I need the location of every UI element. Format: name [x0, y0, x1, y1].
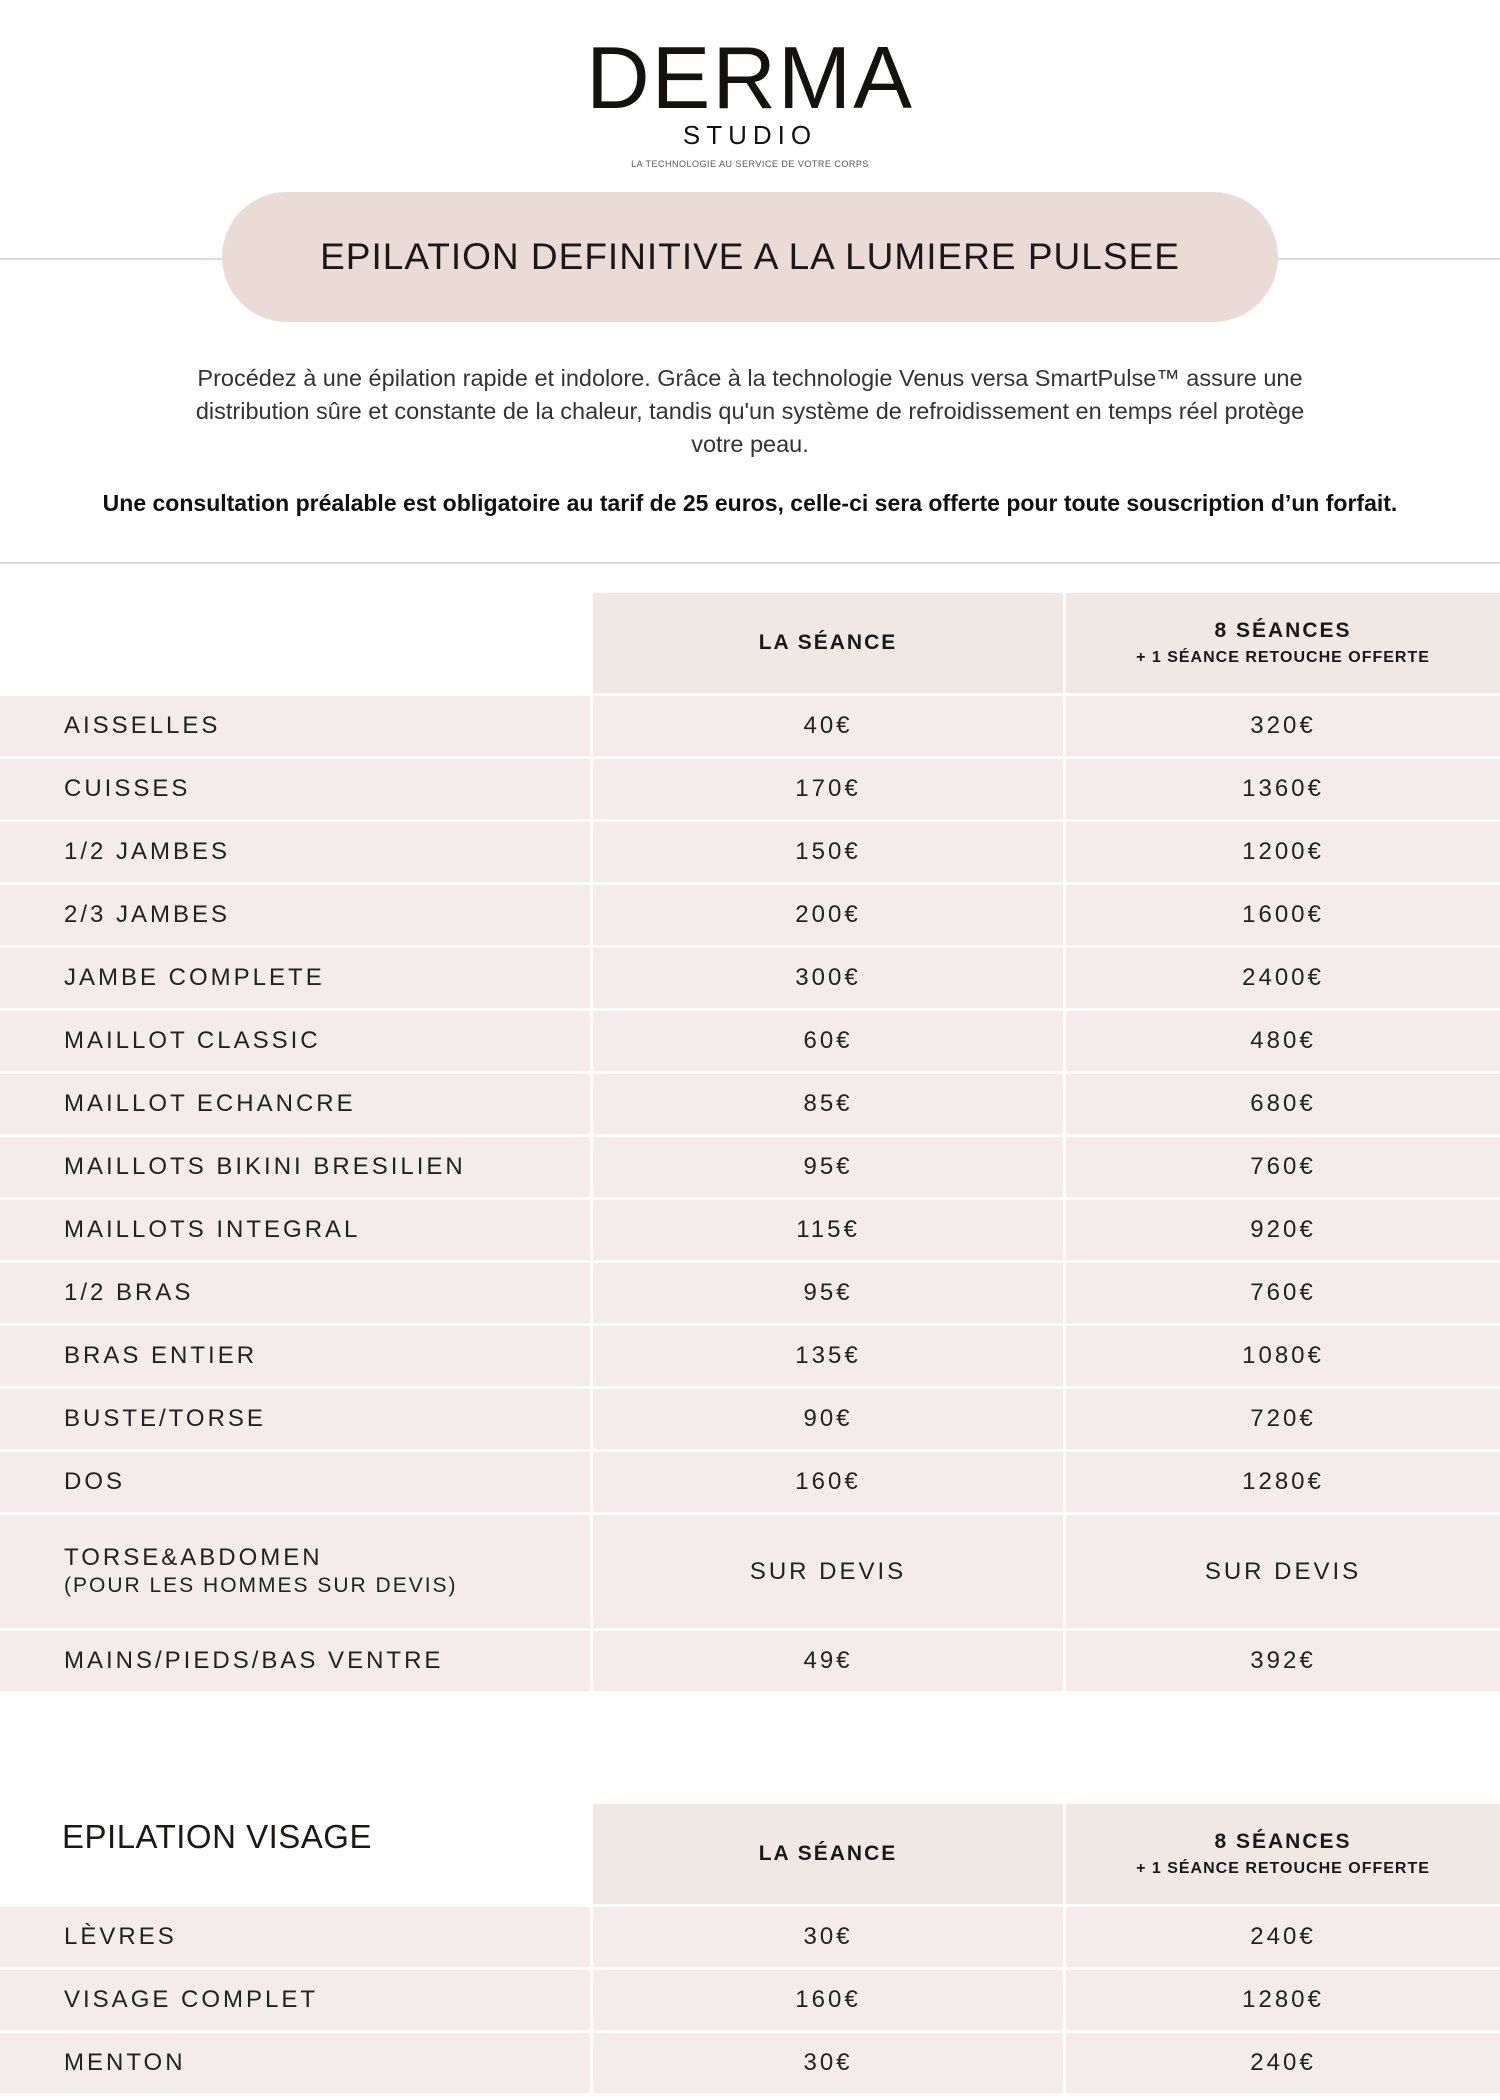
table-row [0, 696, 1500, 756]
cell-zone [0, 1970, 590, 2030]
table-row [0, 759, 1500, 819]
single-price: 95€ [803, 1153, 853, 1180]
header-label: 8 SÉANCES [1214, 619, 1352, 642]
package-price: 1080€ [1242, 1342, 1324, 1369]
header-sublabel: + 1 SÉANCE RETOUCHE OFFERTE [1136, 1860, 1430, 1877]
package-price: 680€ [1250, 1090, 1316, 1117]
cell-single-price [593, 1074, 1063, 1134]
title-banner [222, 192, 1278, 322]
single-price: 30€ [803, 1923, 853, 1950]
logo-studio: STUDIO [682, 120, 818, 150]
cell-single-price [593, 1326, 1063, 1386]
cell-single-price [593, 885, 1063, 945]
cell-single-price [593, 1907, 1063, 1967]
row-label: JAMBE COMPLETE [64, 964, 325, 991]
cell-package-price [1066, 1389, 1500, 1449]
cell-zone [0, 1452, 590, 1512]
row-label: MAILLOTS INTEGRAL [64, 1216, 361, 1243]
single-price: 200€ [795, 901, 861, 928]
table-row [0, 822, 1500, 882]
package-price: 760€ [1250, 1153, 1316, 1180]
cell-zone [0, 885, 590, 945]
cell-single-price [593, 822, 1063, 882]
package-price: 480€ [1250, 1027, 1316, 1054]
row-label: VISAGE COMPLET [64, 1986, 319, 2013]
cell-package-price [1066, 822, 1500, 882]
cell-single-price [593, 948, 1063, 1008]
brand-logo [0, 28, 1500, 169]
row-label: CUISSES [64, 775, 191, 802]
header-label: LA SÉANCE [758, 631, 898, 654]
row-sublabel: (POUR LES HOMMES SUR DEVIS) [64, 1573, 458, 1597]
row-label: LÈVRES [64, 1923, 177, 1950]
row-label: 1/2 JAMBES [64, 838, 231, 865]
cell-single-price [593, 1011, 1063, 1071]
cell-zone [0, 1907, 590, 1967]
table-row [0, 1389, 1500, 1449]
cell-package-price [1066, 1970, 1500, 2030]
package-price: 1600€ [1242, 901, 1324, 928]
cell-single-price [593, 1452, 1063, 1512]
package-price: 1280€ [1242, 1468, 1324, 1495]
cell-zone [0, 1631, 590, 1691]
table-row [0, 1200, 1500, 1260]
single-price: 90€ [803, 1405, 853, 1432]
cell-package-price [1066, 1200, 1500, 1260]
package-price: 240€ [1250, 2049, 1316, 2076]
cell-single-price [593, 1200, 1063, 1260]
table-row [0, 1326, 1500, 1386]
row-label: MAILLOT CLASSIC [64, 1027, 321, 1054]
package-price: 320€ [1250, 712, 1316, 739]
divider [0, 562, 1500, 564]
header-single-session [593, 1804, 1063, 1904]
cell-zone [0, 1074, 590, 1134]
single-price: 40€ [803, 712, 853, 739]
cell-single-price [593, 1515, 1063, 1628]
table-row [0, 1631, 1500, 1691]
table-row [0, 948, 1500, 1008]
cell-single-price [593, 1631, 1063, 1691]
cell-package-price [1066, 1631, 1500, 1691]
table-row [0, 1970, 1500, 2030]
table-row [0, 1137, 1500, 1197]
page-title: EPILATION DEFINITIVE A LA LUMIERE PULSEE [320, 236, 1180, 277]
package-price: 1360€ [1242, 775, 1324, 802]
cell-zone [0, 948, 590, 1008]
cell-single-price [593, 696, 1063, 756]
single-price: 160€ [795, 1468, 861, 1495]
single-price: 170€ [795, 775, 861, 802]
package-price: 2400€ [1242, 964, 1324, 991]
single-price: 85€ [803, 1090, 853, 1117]
cell-zone [0, 1200, 590, 1260]
table-row [0, 1907, 1500, 1967]
header-package [1066, 593, 1500, 693]
table-row [0, 1263, 1500, 1323]
section-title: EPILATION VISAGE [62, 1818, 372, 1855]
cell-zone [0, 1137, 590, 1197]
row-label: BRAS ENTIER [64, 1342, 258, 1369]
single-price: 135€ [795, 1342, 861, 1369]
table-header [0, 593, 1500, 693]
single-price: 160€ [795, 1986, 861, 2013]
cell-single-price [593, 759, 1063, 819]
table-row [0, 1452, 1500, 1512]
row-label: 2/3 JAMBES [64, 901, 231, 928]
body-price-table [0, 593, 1500, 1691]
single-price: 49€ [803, 1647, 853, 1674]
cell-package-price [1066, 1452, 1500, 1512]
row-label: 1/2 BRAS [64, 1279, 194, 1306]
package-price: 392€ [1250, 1647, 1316, 1674]
cell-zone [0, 1011, 590, 1071]
single-price: 150€ [795, 838, 861, 865]
cell-single-price [593, 1137, 1063, 1197]
cell-package-price [1066, 759, 1500, 819]
row-label: MENTON [64, 2049, 186, 2076]
cell-package-price [1066, 1326, 1500, 1386]
single-price: 115€ [796, 1216, 860, 1243]
cell-package-price [1066, 696, 1500, 756]
cell-zone [0, 822, 590, 882]
cell-zone [0, 759, 590, 819]
package-price: 920€ [1250, 1216, 1316, 1243]
cell-zone [0, 1389, 590, 1449]
cell-single-price [593, 1970, 1063, 2030]
row-label: MAINS/PIEDS/BAS VENTRE [64, 1647, 444, 1674]
cell-package-price [1066, 1011, 1500, 1071]
header-sublabel: + 1 SÉANCE RETOUCHE OFFERTE [1136, 649, 1430, 666]
cell-single-price [593, 1389, 1063, 1449]
package-price: 240€ [1250, 1923, 1316, 1950]
cell-package-price [1066, 1137, 1500, 1197]
header-label: 8 SÉANCES [1214, 1830, 1352, 1853]
cell-zone [0, 696, 590, 756]
table-row [0, 1515, 1500, 1628]
cell-package-price [1066, 1515, 1500, 1628]
cell-package-price [1066, 2033, 1500, 2093]
cell-single-price [593, 2033, 1063, 2093]
cell-zone [0, 1326, 590, 1386]
logo-tagline: LA TECHNOLOGIE AU SERVICE DE VOTRE CORPS [631, 159, 869, 169]
row-label: MAILLOT ECHANCRE [64, 1090, 356, 1117]
row-label: TORSE&ABDOMEN [64, 1543, 323, 1571]
package-price: 1280€ [1242, 1986, 1324, 2013]
cell-package-price [1066, 1907, 1500, 1967]
consultation-note: Une consultation préalable est obligatoire au tarif de 25 euros, celle-ci sera offerte pour toute souscription d’un forfait. [102, 490, 1398, 516]
cell-single-price [593, 1263, 1063, 1323]
row-label: BUSTE/TORSE [64, 1405, 266, 1432]
table-header [0, 1804, 1500, 1904]
single-price: 30€ [803, 2049, 853, 2076]
header-package [1066, 1804, 1500, 1904]
cell-package-price [1066, 948, 1500, 1008]
table-row [0, 1074, 1500, 1134]
single-price: 300€ [795, 964, 861, 991]
package-price: SUR DEVIS [1204, 1557, 1362, 1585]
row-label: MAILLOTS BIKINI BRESILIEN [64, 1153, 466, 1180]
cell-package-price [1066, 1074, 1500, 1134]
single-price: SUR DEVIS [749, 1557, 907, 1585]
logo-name: DERMA [586, 28, 914, 127]
intro-text: Procédez à une épilation rapide et indolore. Grâce à la technologie Venus versa SmartPulse™ assure une distribution sûre et constante de la chaleur, tandis qu'un système de refroidissement en temps réel protège votre peau. [195, 365, 1305, 457]
face-price-table [0, 1804, 1500, 2093]
table-row [0, 885, 1500, 945]
cell-zone [0, 2033, 590, 2093]
row-label: DOS [64, 1468, 126, 1495]
single-price: 95€ [803, 1279, 853, 1306]
cell-zone [0, 1263, 590, 1323]
cell-package-price [1066, 1263, 1500, 1323]
header-label: LA SÉANCE [758, 1842, 898, 1865]
cell-package-price [1066, 885, 1500, 945]
cell-zone [0, 1515, 590, 1628]
single-price: 60€ [803, 1027, 853, 1054]
package-price: 720€ [1250, 1405, 1316, 1432]
table-row [0, 2033, 1500, 2093]
table-row [0, 1011, 1500, 1071]
row-label: AISSELLES [64, 712, 221, 739]
package-price: 760€ [1250, 1279, 1316, 1306]
package-price: 1200€ [1242, 838, 1324, 865]
header-single-session [593, 593, 1063, 693]
